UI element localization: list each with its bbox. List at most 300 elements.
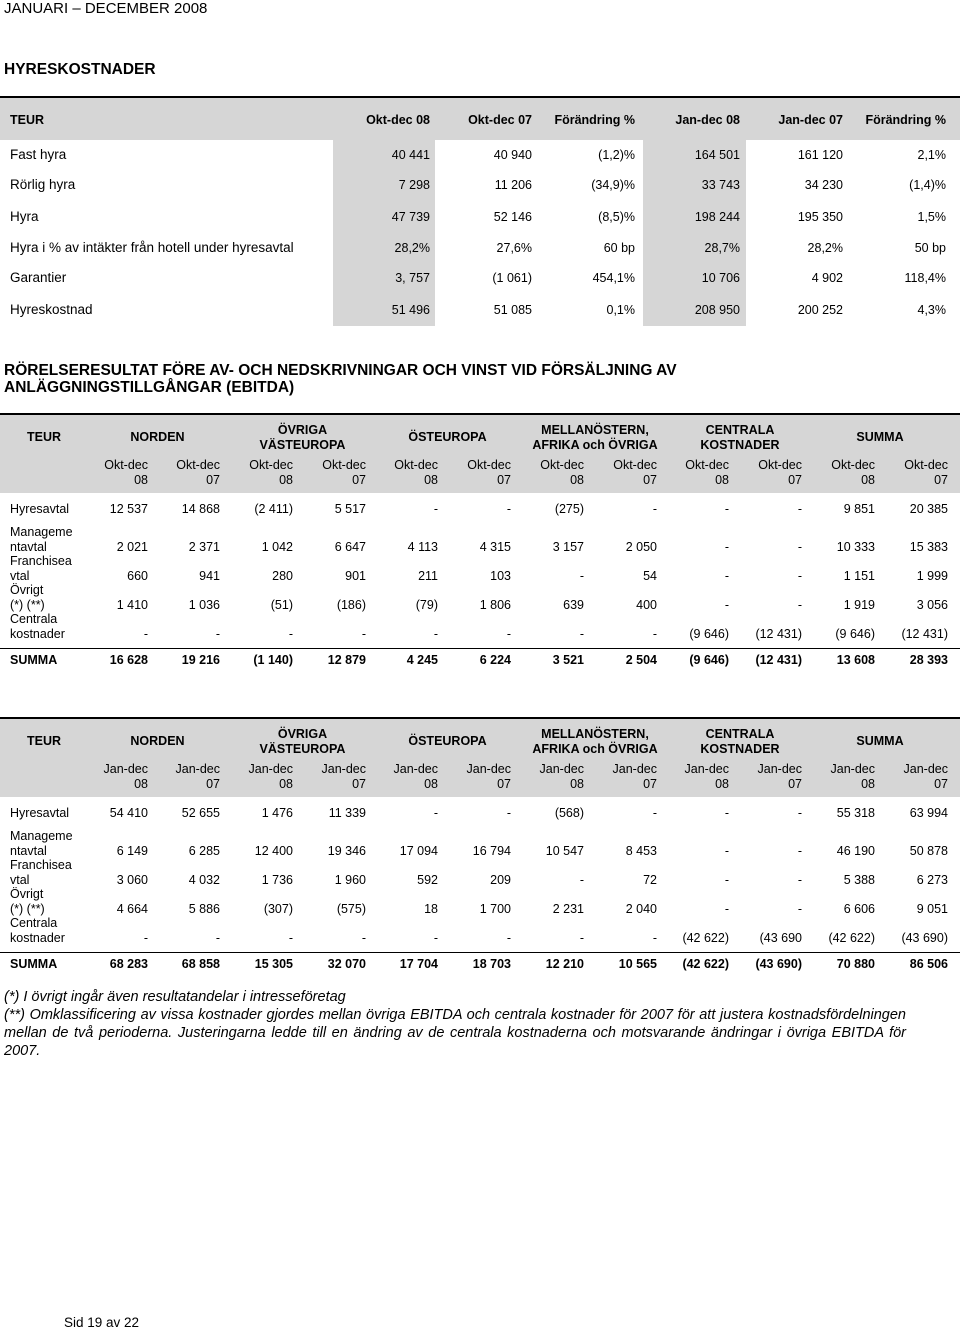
table-cell: (1,4)% xyxy=(909,178,946,192)
table-cell: 1 806 xyxy=(479,597,511,612)
table-cell: 28,2% xyxy=(807,241,843,255)
section-title-ebitda-line2: ANLÄGGNINGSTILLGÅNGAR (EBITDA) xyxy=(4,379,295,396)
period-label: Okt-dec xyxy=(249,458,293,472)
table-cell: 72 xyxy=(643,872,657,887)
table-cell: 3 056 xyxy=(916,597,948,612)
period-year: 08 xyxy=(570,473,584,487)
period-year: 08 xyxy=(715,473,729,487)
header-jan-dec-07: Jan-dec 07 xyxy=(778,113,843,127)
period-label: Okt-dec xyxy=(467,458,511,472)
table-cell: 4 315 xyxy=(479,539,511,554)
row-label: Hyresavtal xyxy=(10,806,70,820)
running-head: JANUARI – DECEMBER 2008 xyxy=(4,0,208,17)
table-cell: 5 517 xyxy=(334,502,366,516)
table-cell: 4 113 xyxy=(407,539,438,554)
table-cell: 400 xyxy=(636,597,657,612)
period-label: Jan-dec xyxy=(321,762,366,776)
table-cell: - xyxy=(288,930,293,945)
table-cell: - xyxy=(797,568,802,583)
table-cell: 211 xyxy=(418,568,438,583)
period-year: 07 xyxy=(934,473,948,487)
row-label-line2: ntavtal xyxy=(10,539,47,554)
header-forandring-y: Förändring % xyxy=(865,113,946,127)
period-year: 08 xyxy=(861,777,875,791)
table-cell: (1 061) xyxy=(492,271,532,285)
table-cell: - xyxy=(433,930,438,945)
table-cell: 118,4% xyxy=(904,271,946,285)
sum-cell: 68 858 xyxy=(181,957,220,971)
table-cell: - xyxy=(724,901,729,916)
sum-label: SUMMA xyxy=(10,957,58,971)
period-label: Okt-dec xyxy=(685,458,729,472)
row-label: Rörlig hyra xyxy=(10,177,76,192)
table-cell: 18 xyxy=(424,901,438,916)
table-cell: 12 400 xyxy=(254,843,293,858)
table-cell: 2 050 xyxy=(625,539,657,554)
table-cell: - xyxy=(579,568,584,583)
table-cell: 9 051 xyxy=(916,901,948,916)
table-row xyxy=(0,269,960,289)
table-cell: - xyxy=(797,901,802,916)
sum-cell: 13 608 xyxy=(836,653,875,667)
footnotes xyxy=(4,988,906,1060)
group-heading: NORDEN xyxy=(130,734,185,748)
group-heading: ÖSTEUROPA xyxy=(408,430,487,444)
table-cell: 1 960 xyxy=(334,872,366,887)
table-cell: - xyxy=(506,502,511,516)
table-cell: 3, 757 xyxy=(395,271,430,285)
table-cell: (42 622) xyxy=(682,930,729,945)
table-cell: - xyxy=(797,597,802,612)
table-cell: - xyxy=(652,626,657,641)
period-year: 08 xyxy=(279,777,293,791)
table-cell: (42 622) xyxy=(828,930,875,945)
table-cell: - xyxy=(652,806,657,820)
sum-cell: 18 703 xyxy=(472,957,511,971)
table-cell: 195 350 xyxy=(797,210,843,224)
table-cell: - xyxy=(288,626,293,641)
ebitda-table-jan-dec xyxy=(0,717,960,975)
period-label: Okt-dec xyxy=(176,458,220,472)
table-cell: 34 230 xyxy=(804,178,843,192)
period-label: Jan-dec xyxy=(757,762,802,776)
table-cell: (51) xyxy=(270,597,293,612)
row-label: Fast hyra xyxy=(10,147,67,162)
table-cell: (12 431) xyxy=(755,626,802,641)
table-cell: 50 bp xyxy=(914,241,946,255)
header-okt-dec-07: Okt-dec 07 xyxy=(468,113,532,127)
table-cell: - xyxy=(724,568,729,583)
table-row xyxy=(0,301,960,321)
table-cell: 63 994 xyxy=(909,806,948,820)
sum-cell: (42 622) xyxy=(682,957,729,971)
group-heading-line2: AFRIKA och ÖVRIGA xyxy=(532,438,658,452)
table-cell: (9 646) xyxy=(689,626,729,641)
table-cell: - xyxy=(797,872,802,887)
section-title-ebitda-line1: RÖRELSERESULTAT FÖRE AV- OCH NEDSKRIVNINGAR OCH VINST VID FÖRSÄLJNING AV xyxy=(4,362,677,379)
table-cell: 46 190 xyxy=(836,843,875,858)
period-label: Okt-dec xyxy=(540,458,584,472)
table-cell: - xyxy=(506,806,511,820)
table-cell: 7 298 xyxy=(398,178,430,192)
table-cell: - xyxy=(724,872,729,887)
table-cell: 10 547 xyxy=(545,843,584,858)
table-cell: 6 285 xyxy=(188,843,220,858)
page-number: Sid 19 av 22 xyxy=(64,1315,140,1330)
group-heading-line2: KOSTNADER xyxy=(700,742,780,756)
period-label: Okt-dec xyxy=(322,458,366,472)
sum-cell: 16 628 xyxy=(109,653,148,667)
table-cell: - xyxy=(143,626,148,641)
table-cell: (34,9)% xyxy=(591,178,635,192)
table-cell: (12 431) xyxy=(901,626,948,641)
table-cell: - xyxy=(215,930,220,945)
table-cell: 28,2% xyxy=(394,241,430,255)
table-cell: 20 385 xyxy=(909,502,948,516)
table-cell: - xyxy=(579,872,584,887)
table-cell: - xyxy=(433,626,438,641)
group-heading: NORDEN xyxy=(130,430,185,444)
table-cell: 901 xyxy=(345,568,366,583)
table-cell: 208 950 xyxy=(694,303,740,317)
sum-cell: 32 070 xyxy=(327,957,366,971)
table-cell: - xyxy=(143,930,148,945)
table-cell: - xyxy=(215,626,220,641)
table-cell: 6 149 xyxy=(116,843,148,858)
period-year: 08 xyxy=(134,473,148,487)
row-label: Hyresavtal xyxy=(10,502,70,516)
row-label: Hyra xyxy=(10,209,39,224)
table-cell: 1 042 xyxy=(261,539,293,554)
group-heading: SUMMA xyxy=(856,734,904,748)
sum-cell: 70 880 xyxy=(836,957,875,971)
table-cell: - xyxy=(361,626,366,641)
row-label: Franchisea xyxy=(10,554,72,568)
table-cell: 2 021 xyxy=(116,539,148,554)
period-year: 08 xyxy=(861,473,875,487)
table-cell: 1 700 xyxy=(479,901,511,916)
table-cell: 40 940 xyxy=(493,148,532,162)
table-cell: (568) xyxy=(554,806,584,820)
header-jan-dec-08: Jan-dec 08 xyxy=(675,113,740,127)
table-cell: 209 xyxy=(490,872,511,887)
period-year: 08 xyxy=(424,777,438,791)
footnote-1: (*) I övrigt ingår även resultatandelar i intresseföretag xyxy=(4,989,346,1005)
table-cell: 6 647 xyxy=(334,539,366,554)
period-label: Okt-dec xyxy=(904,458,948,472)
table-cell: (8,5)% xyxy=(598,210,635,224)
row-label-line2: vtal xyxy=(10,568,30,583)
period-year: 07 xyxy=(497,473,511,487)
period-year: 07 xyxy=(643,473,657,487)
table-cell: 1 151 xyxy=(843,568,875,583)
table-cell: - xyxy=(724,806,729,820)
table-cell: 4 032 xyxy=(188,872,220,887)
table-cell: 15 383 xyxy=(909,539,948,554)
table-cell: - xyxy=(433,502,438,516)
table-cell: 5 388 xyxy=(843,872,875,887)
period-year: 07 xyxy=(352,473,366,487)
table-cell: - xyxy=(797,502,802,516)
table-cell: 51 496 xyxy=(391,303,430,317)
table-cell: - xyxy=(724,502,729,516)
table-cell: 10 706 xyxy=(701,271,740,285)
sum-cell: 19 216 xyxy=(181,653,220,667)
row-label: Centrala xyxy=(10,612,58,626)
group-heading: TEUR xyxy=(26,430,62,444)
sum-cell: 68 283 xyxy=(109,957,148,971)
row-label-line2: kostnader xyxy=(10,626,65,641)
period-year: 08 xyxy=(279,473,293,487)
table-cell: 0,1% xyxy=(606,303,635,317)
row-label: Hyra i % av intäkter från hotell under hyresavtal xyxy=(10,240,294,255)
table-cell: 592 xyxy=(417,872,438,887)
period-year: 08 xyxy=(134,777,148,791)
period-year: 08 xyxy=(570,777,584,791)
sum-cell: (12 431) xyxy=(755,653,802,667)
sum-cell: 12 210 xyxy=(545,957,584,971)
group-heading: ÖVRIGA xyxy=(277,423,328,437)
row-label-line2: vtal xyxy=(10,872,30,887)
section-title-hyreskostnader: HYRESKOSTNADER xyxy=(4,61,156,78)
period-year: 07 xyxy=(788,777,802,791)
period-year: 07 xyxy=(206,473,220,487)
period-label: Okt-dec xyxy=(104,458,148,472)
period-label: Jan-dec xyxy=(539,762,584,776)
table-cell: - xyxy=(361,930,366,945)
table-cell: 200 252 xyxy=(797,303,843,317)
table-cell: 454,1% xyxy=(592,271,635,285)
table-cell: - xyxy=(506,930,511,945)
group-heading: ÖSTEUROPA xyxy=(408,734,487,748)
table-cell: 639 xyxy=(563,597,584,612)
table-row xyxy=(0,176,960,196)
period-label: Okt-dec xyxy=(394,458,438,472)
table-cell: 52 146 xyxy=(493,210,532,224)
table-cell: - xyxy=(724,597,729,612)
table-cell: 161 120 xyxy=(797,148,843,162)
row-label-line2: (*) (**) xyxy=(10,901,45,916)
table-cell: 8 453 xyxy=(625,843,657,858)
group-heading: MELLANÖSTERN, xyxy=(541,727,649,741)
period-label: Jan-dec xyxy=(103,762,148,776)
hyreskostnader-table xyxy=(0,96,960,326)
table-cell: 16 794 xyxy=(472,843,511,858)
table-cell: 941 xyxy=(199,568,220,583)
period-year: 07 xyxy=(497,777,511,791)
sum-cell: 17 704 xyxy=(399,957,438,971)
row-label: Manageme xyxy=(10,525,73,539)
header-teur: TEUR xyxy=(10,113,45,127)
table-cell: 660 xyxy=(127,568,148,583)
period-label: Jan-dec xyxy=(175,762,220,776)
row-label: Manageme xyxy=(10,829,73,843)
row-label: Hyreskostnad xyxy=(10,302,93,317)
table-cell: 50 878 xyxy=(909,843,948,858)
table-cell: 27,6% xyxy=(496,241,532,255)
table-cell: 6 273 xyxy=(916,872,948,887)
period-label: Jan-dec xyxy=(393,762,438,776)
sum-cell: (9 646) xyxy=(689,653,729,667)
table-cell: 4,3% xyxy=(917,303,946,317)
table-cell: - xyxy=(797,843,802,858)
table-cell: 60 bp xyxy=(603,241,635,255)
row-label: Garantier xyxy=(10,270,67,285)
group-heading: MELLANÖSTERN, xyxy=(541,423,649,437)
sum-cell: 28 393 xyxy=(909,653,948,667)
table-cell: - xyxy=(433,806,438,820)
header-forandring-q: Förändring % xyxy=(554,113,635,127)
sum-cell: (43 690) xyxy=(755,957,802,971)
table-row xyxy=(0,146,960,166)
table-cell: 47 739 xyxy=(391,210,430,224)
table-cell: 10 333 xyxy=(836,539,875,554)
table-cell: (9 646) xyxy=(835,626,875,641)
table-cell: 1 410 xyxy=(116,597,148,612)
period-year: 07 xyxy=(352,777,366,791)
sum-cell: 12 879 xyxy=(327,653,366,667)
table-cell: 52 655 xyxy=(181,806,220,820)
sum-label: SUMMA xyxy=(10,653,58,667)
table-cell: 4 902 xyxy=(811,271,843,285)
table-cell: 14 868 xyxy=(181,502,220,516)
table-cell: 9 851 xyxy=(843,502,875,516)
group-heading: CENTRALA xyxy=(705,423,775,437)
table-cell: 28,7% xyxy=(704,241,740,255)
table-cell: 103 xyxy=(490,568,511,583)
group-heading: TEUR xyxy=(26,734,62,748)
period-year: 07 xyxy=(934,777,948,791)
period-label: Okt-dec xyxy=(758,458,802,472)
period-year: 07 xyxy=(643,777,657,791)
table-row xyxy=(0,208,960,228)
group-heading-line2: VÄSTEUROPA xyxy=(259,438,346,452)
table-cell: 51 085 xyxy=(493,303,532,317)
table-cell: 198 244 xyxy=(694,210,740,224)
hyreskostnader-header xyxy=(0,96,960,140)
group-heading-line2: KOSTNADER xyxy=(700,438,780,452)
sum-cell: 3 521 xyxy=(552,653,584,667)
ebitda-table-okt-dec xyxy=(0,413,960,671)
footnote-2: (**) Omklassificering av vissa kostnader gjordes mellan övriga EBITDA och centrala kostnader för 2007 för att justera kostnadsfördelningen mellan de två perioderna. Justeringarna ledde till en ändring av de centrala kostnaderna och motsvarande ändringar i övriga EBITDA för 2007. xyxy=(4,1007,906,1059)
table-cell: 12 537 xyxy=(109,502,148,516)
row-label-line2: (*) (**) xyxy=(10,597,45,612)
table-cell: 280 xyxy=(272,568,293,583)
sum-cell: 15 305 xyxy=(254,957,293,971)
table-row xyxy=(0,239,960,259)
table-cell: 1 919 xyxy=(843,597,875,612)
table-cell: 11 206 xyxy=(494,178,532,192)
table-cell: - xyxy=(652,502,657,516)
table-cell: (575) xyxy=(336,901,366,916)
table-cell: 1 999 xyxy=(916,568,948,583)
sum-row xyxy=(0,952,960,975)
table-cell: 54 xyxy=(643,568,657,583)
table-cell: 164 501 xyxy=(694,148,740,162)
period-label: Jan-dec xyxy=(248,762,293,776)
period-year: 08 xyxy=(715,777,729,791)
table-cell: 2 231 xyxy=(552,901,584,916)
table-cell: 1,5% xyxy=(917,210,946,224)
sum-cell: 10 565 xyxy=(618,957,657,971)
header-okt-dec-08: Okt-dec 08 xyxy=(366,113,430,127)
period-year: 07 xyxy=(206,777,220,791)
sum-row xyxy=(0,648,960,671)
group-heading: SUMMA xyxy=(856,430,904,444)
sum-cell: 2 504 xyxy=(625,653,657,667)
period-label: Jan-dec xyxy=(612,762,657,776)
table-cell: 33 743 xyxy=(701,178,740,192)
sum-cell: 86 506 xyxy=(909,957,948,971)
table-cell: 2 371 xyxy=(188,539,220,554)
row-label-line2: kostnader xyxy=(10,930,65,945)
table-cell: 6 606 xyxy=(843,901,875,916)
table-cell: (275) xyxy=(554,502,584,516)
row-label: Övrigt xyxy=(10,887,44,901)
table-cell: - xyxy=(724,539,729,554)
table-cell: (2 411) xyxy=(254,502,293,516)
period-label: Jan-dec xyxy=(466,762,511,776)
group-heading: CENTRALA xyxy=(705,727,775,741)
table-cell: 3 060 xyxy=(116,872,148,887)
table-cell: (43 690 xyxy=(759,930,802,945)
period-label: Jan-dec xyxy=(830,762,875,776)
table-cell: 5 886 xyxy=(188,901,220,916)
sum-cell: (1 140) xyxy=(253,653,293,667)
group-heading-line2: VÄSTEUROPA xyxy=(259,742,346,756)
table-cell: (79) xyxy=(415,597,438,612)
table-cell: - xyxy=(797,539,802,554)
table-cell: (186) xyxy=(336,597,366,612)
table-cell: 54 410 xyxy=(109,806,148,820)
table-cell: 2,1% xyxy=(917,148,946,162)
group-heading: ÖVRIGA xyxy=(277,727,328,741)
table-cell: 11 339 xyxy=(328,806,366,820)
row-label: Övrigt xyxy=(10,583,44,597)
period-label: Jan-dec xyxy=(903,762,948,776)
table-cell: (307) xyxy=(263,901,293,916)
table-cell: - xyxy=(724,843,729,858)
row-label: Centrala xyxy=(10,916,58,930)
table-cell: 17 094 xyxy=(399,843,438,858)
table-cell: (1,2)% xyxy=(598,148,635,162)
table-cell: - xyxy=(579,626,584,641)
period-label: Okt-dec xyxy=(831,458,875,472)
table-cell: 40 441 xyxy=(391,148,430,162)
table-cell: 55 318 xyxy=(836,806,875,820)
row-label: Franchisea xyxy=(10,858,72,872)
period-year: 08 xyxy=(424,473,438,487)
table-cell: 1 476 xyxy=(261,806,293,820)
table-cell: 2 040 xyxy=(625,901,657,916)
row-label-line2: ntavtal xyxy=(10,843,47,858)
sum-cell: 4 245 xyxy=(406,653,438,667)
sum-cell: 6 224 xyxy=(479,653,511,667)
table-cell: - xyxy=(506,626,511,641)
table-cell: - xyxy=(579,930,584,945)
group-heading-line2: AFRIKA och ÖVRIGA xyxy=(532,742,658,756)
table-cell: - xyxy=(797,806,802,820)
table-cell: (43 690) xyxy=(901,930,948,945)
table-cell: 3 157 xyxy=(552,539,584,554)
table-cell: 1 736 xyxy=(261,872,293,887)
table-cell: - xyxy=(652,930,657,945)
period-label: Jan-dec xyxy=(684,762,729,776)
table-cell: 19 346 xyxy=(327,843,366,858)
period-label: Okt-dec xyxy=(613,458,657,472)
table-cell: 4 664 xyxy=(116,901,148,916)
table-cell: 1 036 xyxy=(188,597,220,612)
